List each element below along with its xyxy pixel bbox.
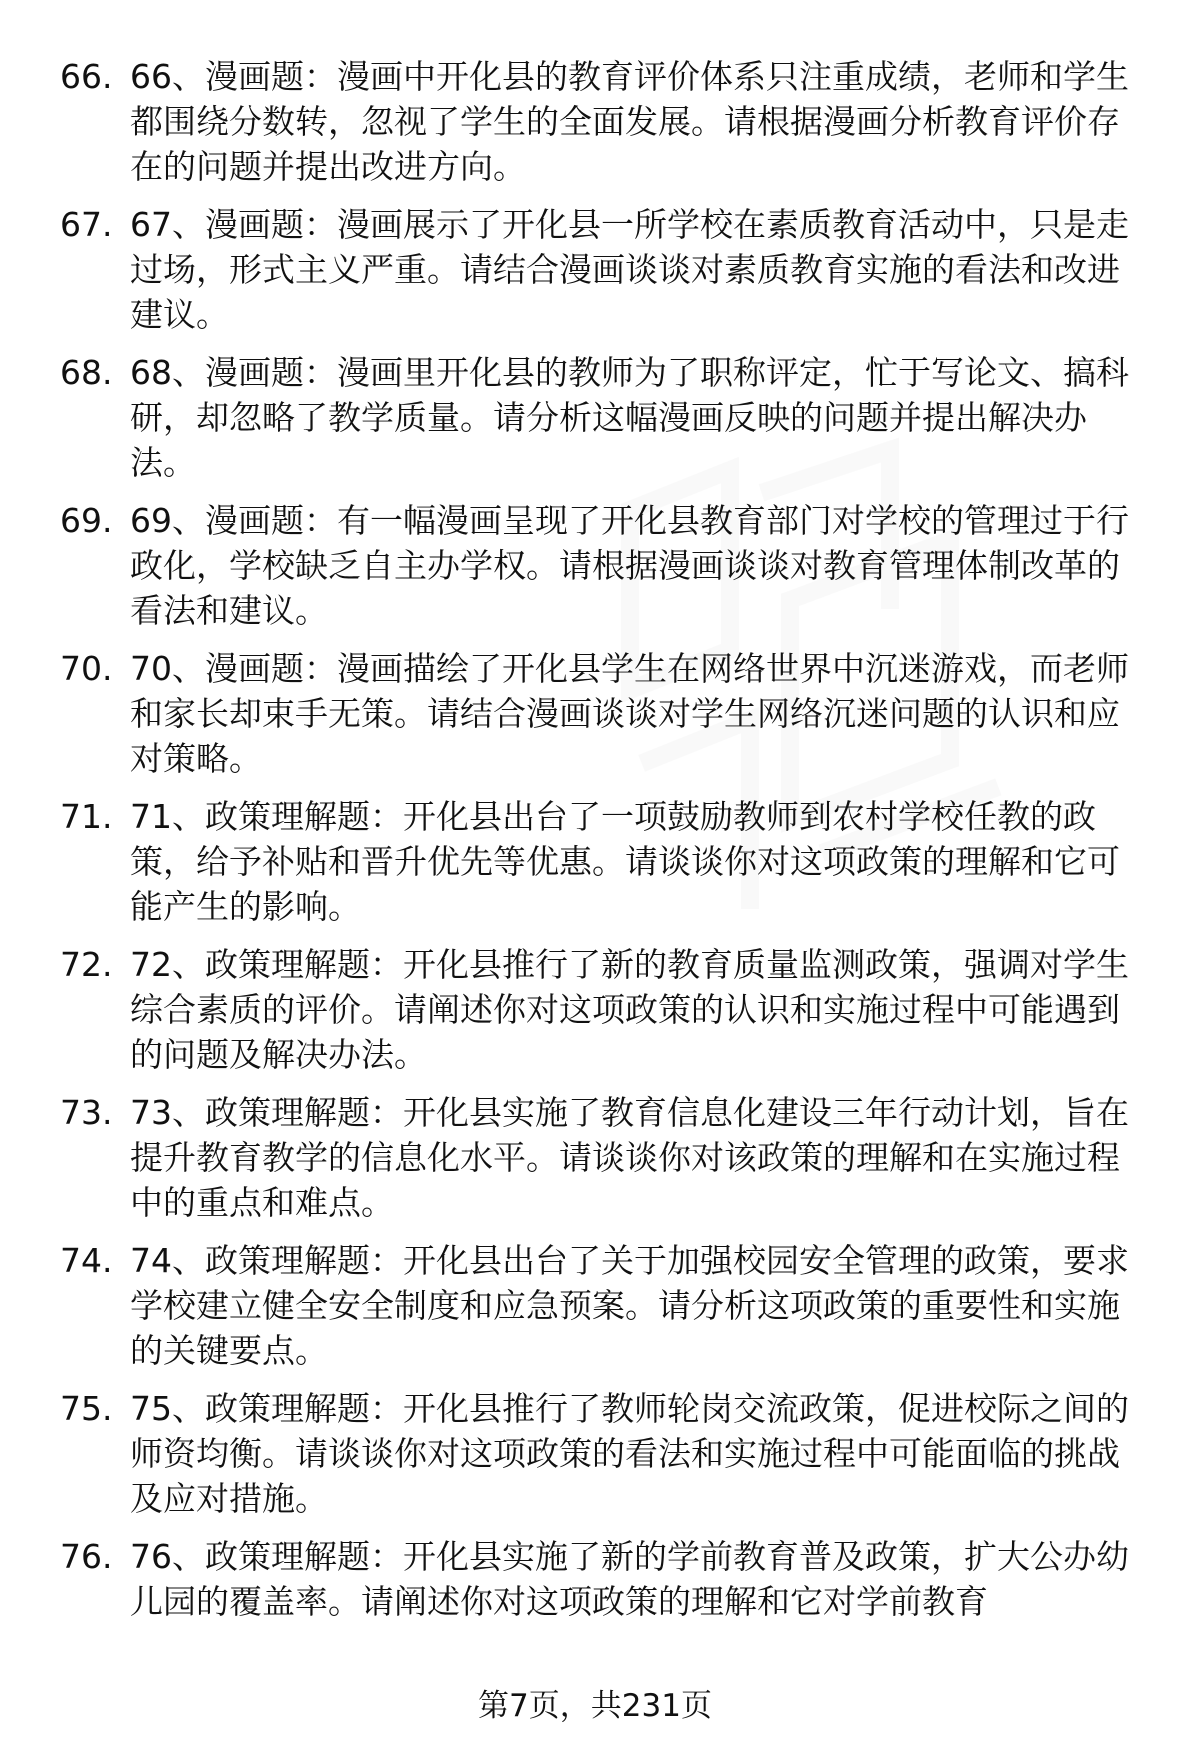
question-item-76 (60, 1534, 1150, 1624)
question-text: 71、政策理解题：开化县出台了一项鼓励教师到农村学校任教的政策，给予补贴和晋升优先等优惠。请谈谈你对这项政策的理解和它可能产生的影响。 (130, 797, 1120, 926)
question-number: 72. (60, 945, 113, 984)
question-number: 75. (60, 1389, 113, 1428)
question-item-69 (60, 498, 1150, 633)
question-item-67 (60, 202, 1150, 337)
question-text: 72、政策理解题：开化县推行了新的教育质量监测政策，强调对学生综合素质的评价。请阐述你对这项政策的认识和实施过程中可能遇到的问题及解决办法。 (130, 945, 1129, 1074)
question-text: 70、漫画题：漫画描绘了开化县学生在网络世界中沉迷游戏，而老师和家长却束手无策。请结合漫画谈谈对学生网络沉迷问题的认识和应对策略。 (130, 649, 1129, 778)
question-number: 68. (60, 353, 113, 392)
question-number: 66. (60, 57, 113, 96)
question-item-73 (60, 1090, 1150, 1225)
question-text: 67、漫画题：漫画展示了开化县一所学校在素质教育活动中，只是走过场，形式主义严重。请结合漫画谈谈对素质教育实施的看法和改进建议。 (130, 205, 1129, 334)
question-item-74 (60, 1238, 1150, 1373)
question-item-71 (60, 794, 1150, 929)
question-text: 75、政策理解题：开化县推行了教师轮岗交流政策，促进校际之间的师资均衡。请谈谈你对这项政策的看法和实施过程中可能面临的挑战及应对措施。 (130, 1389, 1129, 1518)
question-text: 68、漫画题：漫画里开化县的教师为了职称评定，忙于写论文、搞科研，却忽略了教学质量。请分析这幅漫画反映的问题并提出解决办法。 (130, 353, 1129, 482)
question-item-68 (60, 350, 1150, 485)
question-item-75 (60, 1386, 1150, 1521)
question-number: 76. (60, 1537, 113, 1576)
question-number: 69. (60, 501, 113, 540)
question-number: 70. (60, 649, 113, 688)
question-item-66 (60, 54, 1150, 189)
page-footer: 第7页，共231页 (478, 1688, 712, 1724)
question-text: 69、漫画题：有一幅漫画呈现了开化县教育部门对学校的管理过于行政化，学校缺乏自主办学权。请根据漫画谈谈对教育管理体制改革的看法和建议。 (130, 501, 1129, 630)
question-text: 66、漫画题：漫画中开化县的教育评价体系只注重成绩，老师和学生都围绕分数转，忽视了学生的全面发展。请根据漫画分析教育评价存在的问题并提出改进方向。 (130, 57, 1129, 186)
question-text: 73、政策理解题：开化县实施了教育信息化建设三年行动计划，旨在提升教育教学的信息化水平。请谈谈你对该政策的理解和在实施过程中的重点和难点。 (130, 1093, 1129, 1222)
question-number: 71. (60, 797, 113, 836)
question-item-70 (60, 646, 1150, 781)
question-text: 74、政策理解题：开化县出台了关于加强校园安全管理的政策，要求学校建立健全安全制度和应急预案。请分析这项政策的重要性和实施的关键要点。 (130, 1241, 1129, 1370)
question-text: 76、政策理解题：开化县实施了新的学前教育普及政策，扩大公办幼儿园的覆盖率。请阐述你对这项政策的理解和它对学前教育 (130, 1537, 1129, 1621)
question-number: 73. (60, 1093, 113, 1132)
question-number: 74. (60, 1241, 113, 1280)
question-number: 67. (60, 205, 113, 244)
question-item-72 (60, 942, 1150, 1077)
question-list (60, 54, 1150, 1637)
